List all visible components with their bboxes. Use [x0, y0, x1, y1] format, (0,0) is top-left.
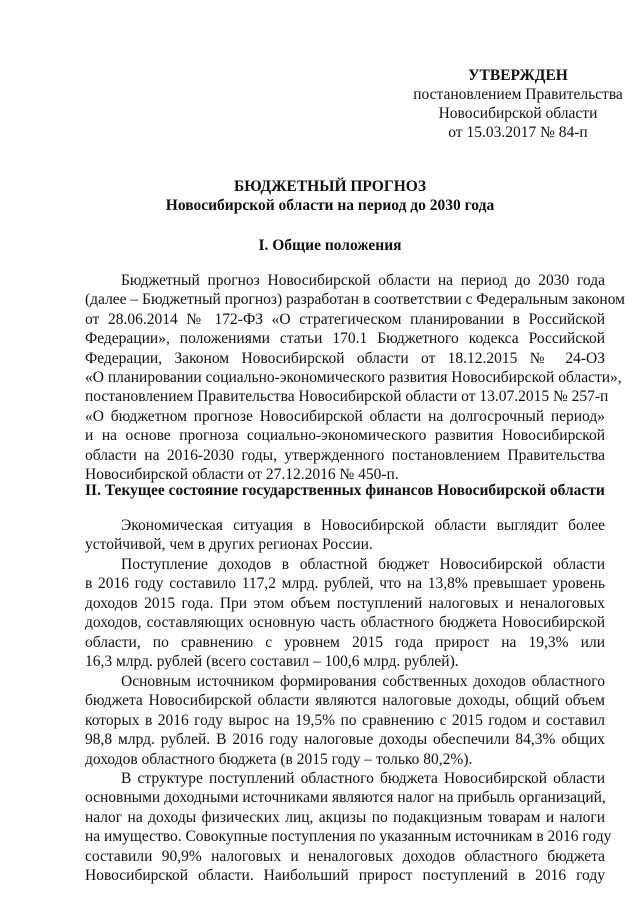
paragraph-line: и на основе прогноза социально-экономического развития Новосибирской	[85, 427, 605, 445]
approval-block	[398, 66, 638, 142]
approval-line: постановлением Правительства	[413, 86, 623, 103]
paragraph-line: доходов, составляющих основную часть областного бюджета Новосибирской	[85, 614, 605, 632]
paragraph-line: от 28.06.2014 № 172-ФЗ «О стратегическом планировании в Российской	[85, 310, 605, 328]
paragraph-line: устойчивой, чем в других регионах России.	[85, 536, 373, 554]
paragraph-economic-situation	[85, 516, 605, 555]
section-heading-2: II. Текущее состояние государственных финансов Новосибирской области	[85, 482, 605, 499]
paragraph-line: Экономическая ситуация в Новосибирской области выглядит более	[121, 517, 605, 534]
paragraph-line: доходов областного бюджета (в 2015 году – только 80,2%).	[85, 750, 473, 768]
paragraph-line: «О планировании социально-экономического развития Новосибирской области»,	[85, 369, 622, 387]
paragraph-line: Основным источником формирования собственных доходов областного	[121, 673, 605, 690]
paragraph-line: Федерации», положениями статьи 170.1 Бюджетного кодекса Российской	[85, 330, 605, 348]
paragraph-line: В структуре поступлений областного бюджета Новосибирской области	[121, 770, 605, 787]
approval-heading: УТВЕРЖДЕН	[468, 67, 568, 84]
paragraph-line: Поступление доходов в областной бюджет Новосибирской области	[121, 556, 605, 573]
paragraph-line: налог на доходы физических лиц, акцизы по подакцизным товарам и налоги	[85, 808, 605, 826]
paragraph-line: 16,3 млрд. рублей (всего составил – 100,6 млрд. рублей).	[85, 653, 459, 671]
paragraph-revenue-receipts	[85, 555, 605, 671]
paragraph-line: области на 2016-2030 годы, утвержденного постановлением Правительства	[85, 446, 605, 464]
paragraph-general-provisions	[85, 271, 625, 484]
paragraph-line: Федерации, Законом Новосибирской области от 18.12.2015 № 24-ОЗ	[85, 349, 605, 367]
paragraph-line: Бюджетный прогноз Новосибирской области на период до 2030 года	[121, 272, 605, 289]
section-heading-1: I. Общие положения	[258, 237, 402, 254]
paragraph-line: постановлением Правительства Новосибирской области от 13.07.2015 № 257-п	[85, 388, 609, 406]
paragraph-line: «О бюджетном прогнозе Новосибирской области на долгосрочный период»	[85, 407, 605, 425]
paragraph-tax-revenues	[85, 672, 605, 769]
paragraph-line: Новосибирской области. Наибольший прирост поступлений в 2016 году	[85, 867, 605, 885]
paragraph-line: (далее – Бюджетный прогноз) разработан в соответствии с Федеральным законом	[85, 291, 625, 309]
document-subtitle: Новосибирской области на период до 2030 года	[165, 197, 495, 214]
paragraph-line: основными доходными источниками являются налог на прибыль организаций,	[85, 789, 606, 807]
paragraph-line: на имущество. Совокупные поступления по указанным источникам в 2016 году	[85, 828, 612, 846]
paragraph-line: которых в 2016 году вырос на 19,5% по сравнению с 2015 годом и составил	[85, 711, 605, 729]
approval-line: от 15.03.2017 № 84-п	[448, 124, 588, 141]
paragraph-line: доходов 2015 года. При этом объем поступлений налоговых и неналоговых	[85, 594, 605, 612]
paragraph-line: области, по сравнению с уровнем 2015 года прирост на 19,3% или	[85, 633, 605, 651]
approval-line: Новосибирской области	[438, 105, 598, 122]
document-title: БЮДЖЕТНЫЙ ПРОГНОЗ	[233, 178, 427, 195]
paragraph-revenue-structure	[85, 769, 612, 885]
paragraph-line: составили 90,9% налоговых и неналоговых доходов областного бюджета	[85, 847, 605, 865]
paragraph-line: Новосибирской области от 27.12.2016 № 450-п.	[85, 466, 399, 484]
paragraph-line: бюджета Новосибирской области являются налоговые доходы, общий объем	[85, 692, 605, 710]
paragraph-line: 98,8 млрд. рублей. В 2016 году налоговые доходы обеспечили 84,3% общих	[85, 731, 605, 749]
paragraph-line: в 2016 году составило 117,2 млрд. рублей, что на 13,8% превышает уровень	[85, 575, 605, 593]
